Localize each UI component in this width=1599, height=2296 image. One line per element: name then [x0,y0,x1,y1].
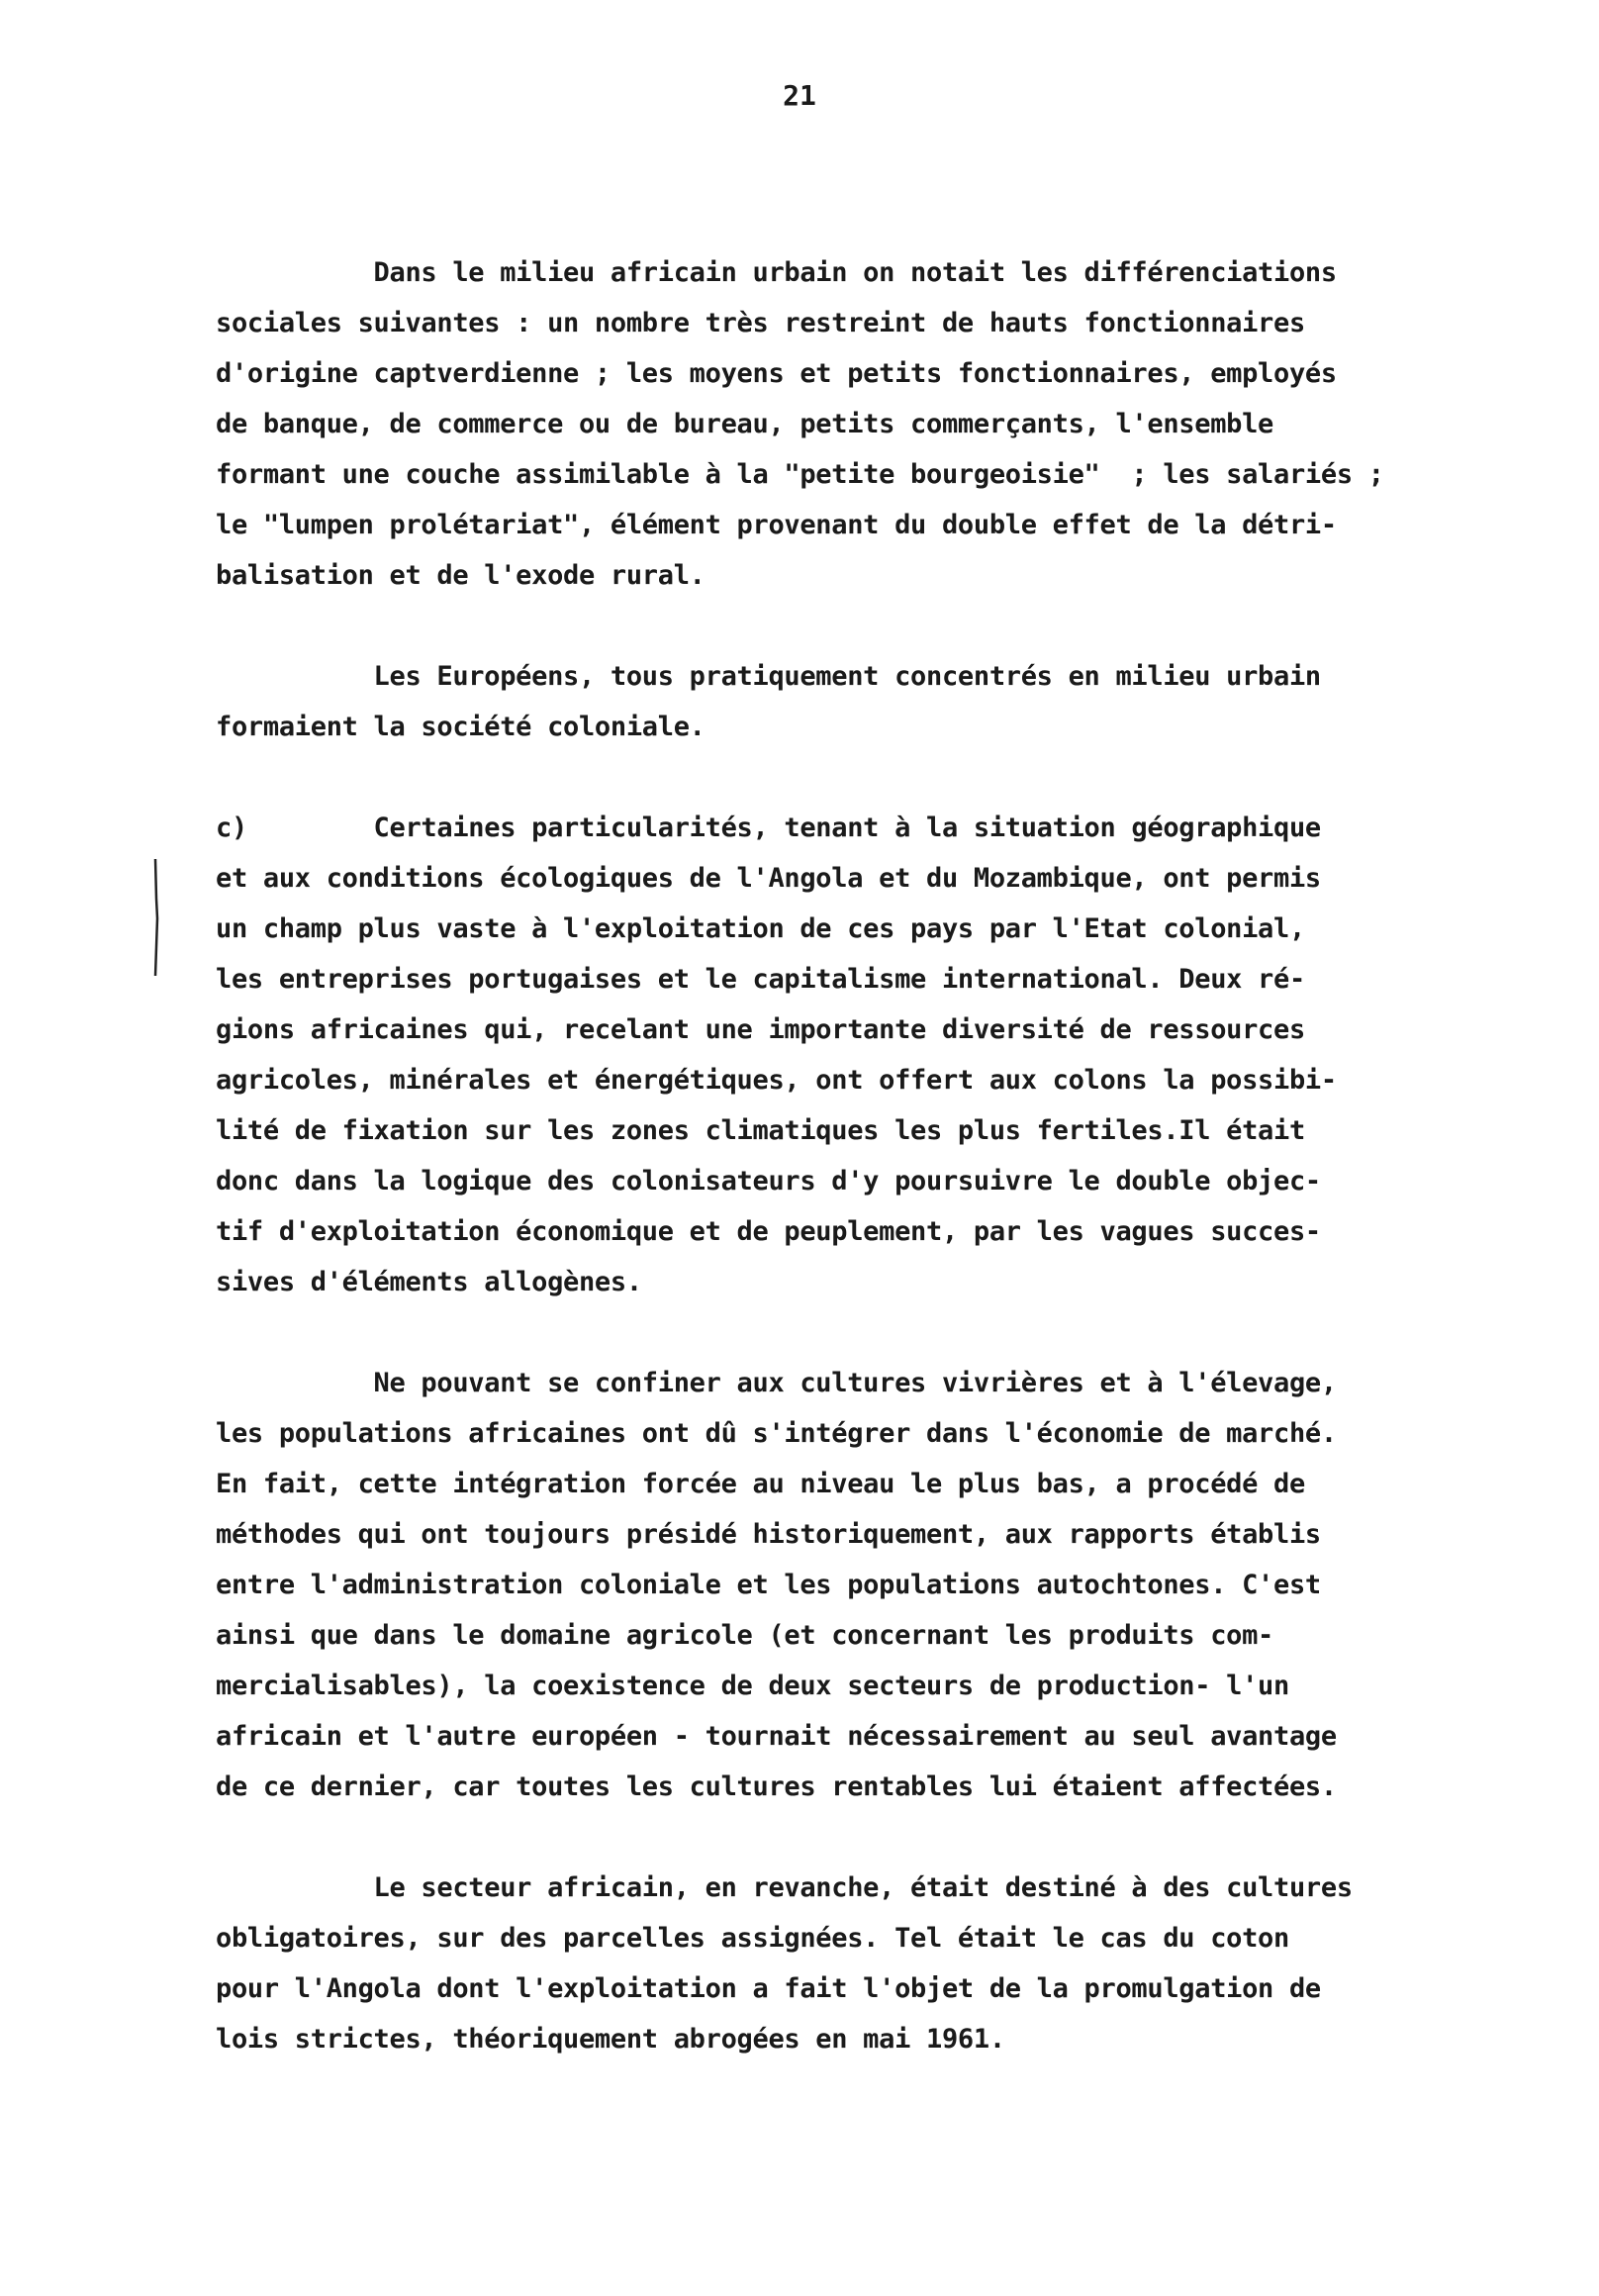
paragraph-urban-society [216,247,1522,601]
text-line: les entreprises portugaises et le capitalisme international. Deux ré- [216,964,1305,995]
text-line: un champ plus vaste à l'exploitation de ces pays par l'Etat colonial, [216,913,1305,944]
text-line: entre l'administration coloniale et les populations autochtones. C'est [216,1570,1321,1600]
text-line: lité de fixation sur les zones climatiques les plus fertiles.Il était [216,1115,1305,1146]
paragraph-market-economy [216,1358,1522,1812]
text-line: les populations africaines ont dû s'intégrer dans l'économie de marché. [216,1418,1337,1449]
text-line: balisation et de l'exode rural. [216,560,705,591]
text-line: mercialisables), la coexistence de deux secteurs de production- l'un [216,1671,1289,1701]
text-line: Ne pouvant se confiner aux cultures vivrières et à l'élevage, [216,1368,1337,1398]
text-line: tif d'exploitation économique et de peuplement, par les vagues succes- [216,1216,1321,1247]
paragraph-african-sector [216,1863,1522,2064]
text-line: le "lumpen prolétariat", élément provenant du double effet de la détri- [216,510,1337,540]
page-number: 21 [783,79,816,112]
text-line: formant une couche assimilable à la "petite bourgeoisie" ; les salariés ; [216,459,1384,490]
text-line: obligatoires, sur des parcelles assignées. Tel était le cas du coton [216,1923,1289,1954]
text-line: Les Européens, tous pratiquement concentrés en milieu urbain [216,661,1321,692]
text-line: gions africaines qui, recelant une importante diversité de ressources [216,1014,1305,1045]
text-line: d'origine captverdienne ; les moyens et petits fonctionnaires, employés [216,358,1337,389]
text-line: africain et l'autre européen - tournait nécessairement au seul avantage [216,1721,1337,1752]
paragraph-section-c [216,803,1522,1307]
text-line: de ce dernier, car toutes les cultures rentables lui étaient affectées. [216,1771,1337,1802]
text-line: méthodes qui ont toujours présidé historiquement, aux rapports établis [216,1519,1321,1550]
text-line: agricoles, minérales et énergétiques, ont offert aux colons la possibi- [216,1065,1337,1096]
text-line: ainsi que dans le domaine agricole (et concernant les produits com- [216,1620,1274,1651]
text-line: formaient la société coloniale. [216,712,705,742]
text-line: En fait, cette intégration forcée au niveau le plus bas, a procédé de [216,1469,1305,1499]
document-body [216,247,1522,2064]
text-line: sives d'éléments allogènes. [216,1267,642,1297]
text-line: lois strictes, théoriquement abrogées en mai 1961. [216,2024,1005,2055]
text-line: de banque, de commerce ou de bureau, petits commerçants, l'ensemble [216,409,1274,439]
margin-correction-mark [153,859,157,976]
text-line: c) Certaines particularités, tenant à la situation géographique [216,813,1321,843]
text-line: et aux conditions écologiques de l'Angola et du Mozambique, ont permis [216,863,1321,894]
text-line: Le secteur africain, en revanche, était destiné à des cultures [216,1872,1353,1903]
paragraph-europeans [216,651,1522,752]
text-line: Dans le milieu africain urbain on notait les différenciations [216,257,1337,288]
text-line: sociales suivantes : un nombre très restreint de hauts fonctionnaires [216,308,1305,338]
text-line: pour l'Angola dont l'exploitation a fait l'objet de la promulgation de [216,1973,1321,2004]
text-line: donc dans la logique des colonisateurs d'y poursuivre le double objec- [216,1166,1321,1196]
